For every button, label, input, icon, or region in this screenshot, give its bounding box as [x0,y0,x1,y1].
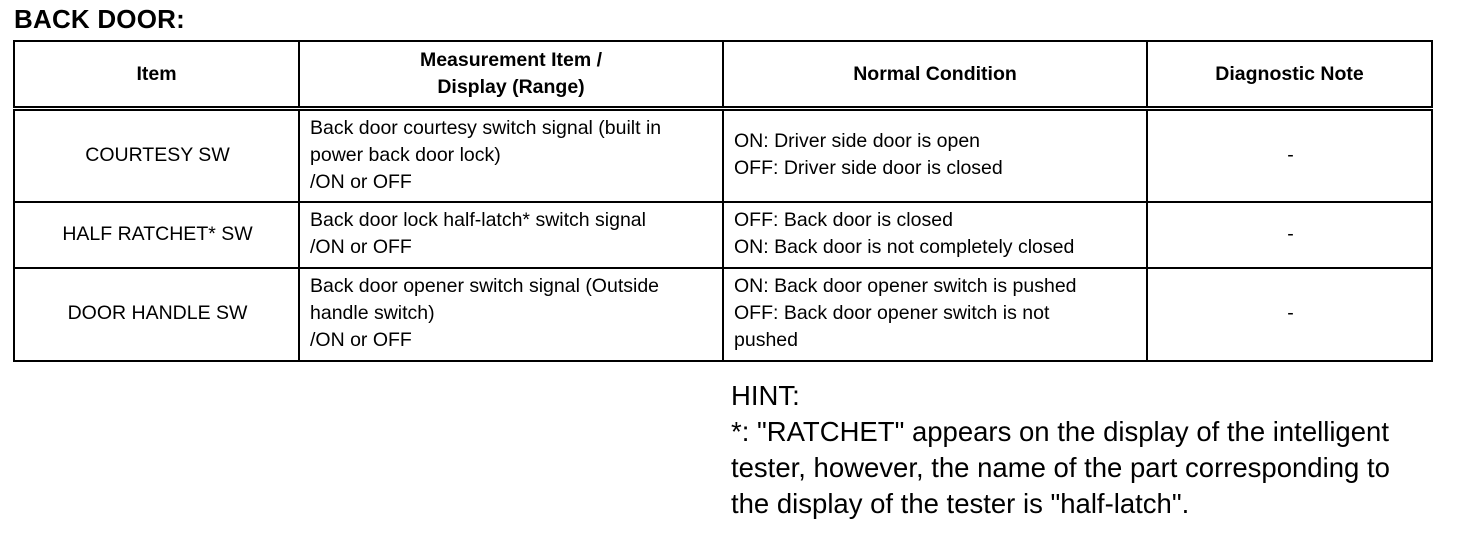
table-row [14,109,1432,202]
cell-measurement-line: /ON or OFF [310,329,412,351]
cell-normal-line: ON: Back door is not completely closed [734,236,1075,258]
cell-normal-line: ON: Driver side door is open [734,130,981,153]
header-item: Item [14,41,299,109]
cell-item: DOOR HANDLE SW [14,268,299,361]
cell-measurement-line: power back door lock) [310,143,501,166]
cell-measurement-line: Back door lock half-latch* switch signal [310,209,646,231]
hint-block [731,378,1431,522]
cell-normal-line: OFF: Back door opener switch is not [734,302,1050,324]
cell-normal-line: pushed [734,329,798,351]
header-measurement-item [299,41,723,109]
cell-measurement [299,109,723,202]
header-normal-condition: Normal Condition [723,41,1147,109]
header-measurement-line-2: Display (Range) [437,76,585,98]
header-diagnostic-note: Diagnostic Note [1147,41,1432,109]
cell-normal-line: OFF: Back door is closed [734,209,953,231]
cell-item: COURTESY SW [14,109,299,202]
cell-measurement-line: Back door courtesy switch signal (built in [310,116,662,139]
cell-measurement [299,268,723,361]
table-row [14,268,1432,361]
cell-diagnostic-note: - [1147,268,1432,361]
hint-text: *: "RATCHET" appears on the display of the intelligent tester, however, the name of the part corresponding to the display of the tester is "half-latch". [731,416,1390,519]
section-heading: BACK DOOR: [14,4,185,34]
cell-normal-line: OFF: Driver side door is closed [734,157,1003,180]
hint-title: HINT: [731,380,800,411]
cell-diagnostic-note: - [1147,109,1432,202]
cell-normal-condition [723,109,1147,202]
table-header-row [14,41,1432,109]
cell-normal-line: ON: Back door opener switch is pushed [734,275,1077,297]
cell-normal-condition [723,202,1147,268]
cell-diagnostic-note: - [1147,202,1432,268]
cell-measurement-line: /ON or OFF [310,170,412,193]
cell-normal-condition [723,268,1147,361]
header-measurement-line-1: Measurement Item / [419,49,603,71]
table-row [14,202,1432,268]
cell-item: HALF RATCHET* SW [14,202,299,268]
data-list-table-container [13,40,1431,362]
cell-measurement-line: Back door opener switch signal (Outside [310,275,660,297]
data-list-table [13,40,1433,362]
cell-measurement [299,202,723,268]
cell-measurement-line: /ON or OFF [310,236,412,258]
cell-measurement-line: handle switch) [310,302,435,324]
